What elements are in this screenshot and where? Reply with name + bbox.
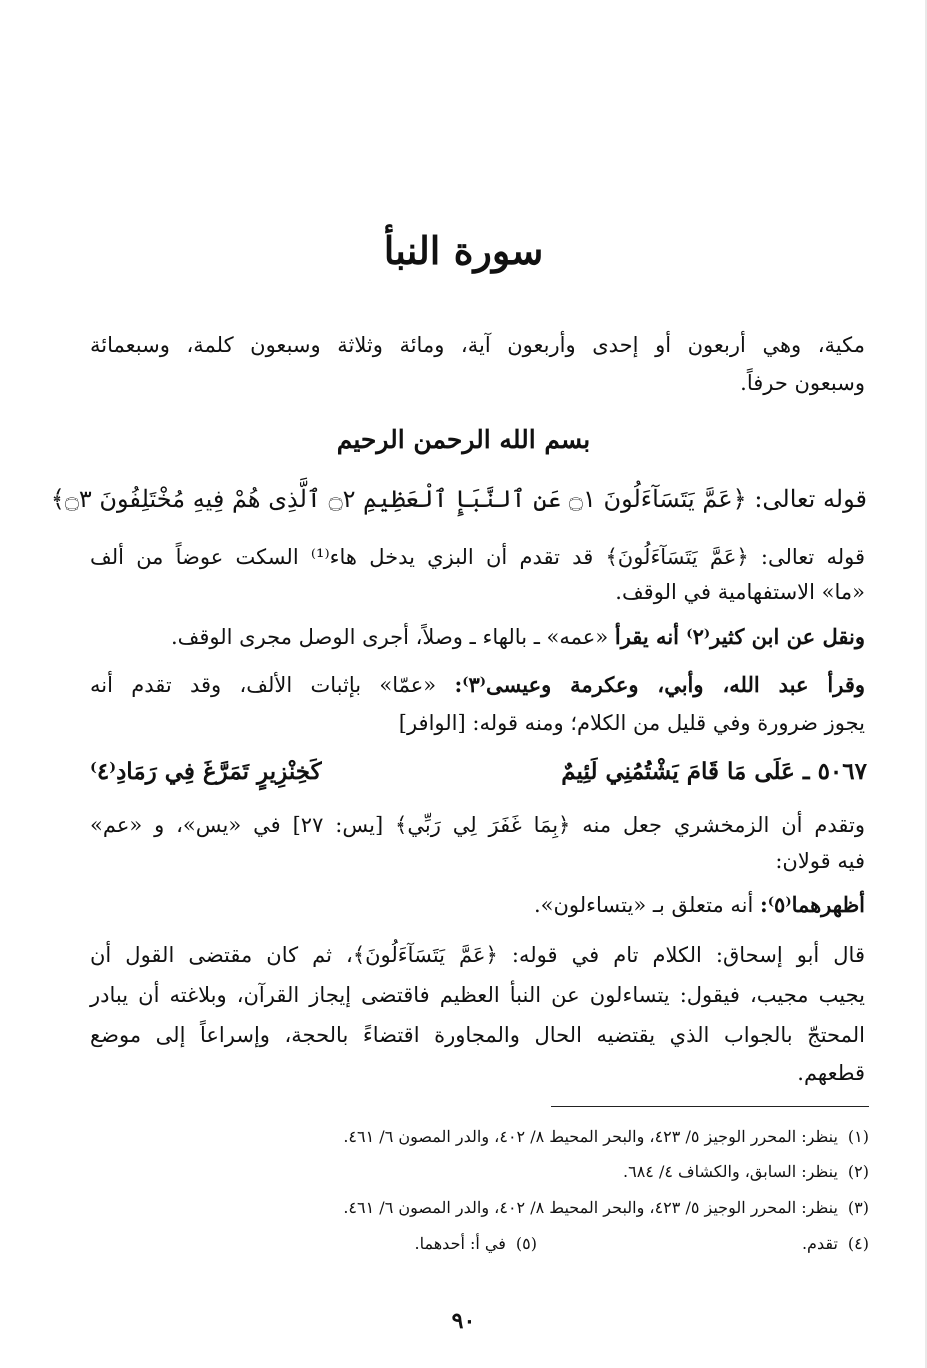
intro-line-2: وسبعون حرفاً. xyxy=(740,371,865,395)
footnote-text: تقدم. xyxy=(801,1234,838,1253)
footnote-4 xyxy=(802,1232,869,1256)
paragraph-2-bold: ونقل عن ابن كثير⁽٢⁾ أنه يقرأ xyxy=(614,624,865,649)
paragraph-6-line-4: قطعهم. xyxy=(797,1061,865,1085)
paragraph-3-line-2: يجوز ضرورة وفي قليل من الكلام؛ ومنه قوله: [الوافر] xyxy=(398,711,865,735)
paragraph-3-line-1 xyxy=(90,670,865,700)
poem-first-hemistich: ٥٠٦٧ ـ عَلَى مَا قَامَ يَشْتُمُنِي لَئِيمٌ xyxy=(561,758,867,785)
paragraph-3-rest: «عمّا» بإثبات الألف، وقد تقدم أنه xyxy=(90,673,437,697)
surah-title: سورة النبأ xyxy=(383,228,544,273)
paragraph-5-rest: أنه متعلق بـ «يتساءلون». xyxy=(533,893,754,917)
footnote-2 xyxy=(623,1160,869,1184)
footnote-number: (٢) xyxy=(847,1162,869,1181)
paragraph-4-line-2: فيه قولان: xyxy=(775,849,865,873)
footnote-5 xyxy=(415,1232,537,1256)
footnote-3 xyxy=(343,1196,869,1220)
paragraph-5 xyxy=(534,890,865,920)
paragraph-5-bold: أظهرهما⁽٥⁾: xyxy=(760,892,865,917)
paragraph-6-line-3: المحتجّ بالجواب الذي يقتضيه الحال والمجاورة اقتضاءً بالحجة، وإسراعاً إلى موضع xyxy=(90,1023,865,1047)
paragraph-1-line-1: قوله تعالى: ﴿عَمَّ يَتَسَآءَلُونَ﴾ قد تقدم أن البزي يدخل هاء⁽¹⁾ السكت عوضاً من ألف xyxy=(90,545,865,569)
footnote-number: (٣) xyxy=(847,1198,869,1217)
intro-line-1: مكية، وهي أربعون أو إحدى وأربعون آية، ومائة وثلاثة وسبعون كلمة، وسبعمائة xyxy=(90,333,865,357)
paragraph-1-line-2: «ما» الاستفهامية في الوقف. xyxy=(615,580,865,604)
footnote-number: (٤) xyxy=(847,1234,869,1253)
paragraph-3-bold: وقرأ عبد الله، وأبي، وعكرمة وعيسى⁽٣⁾: xyxy=(454,672,866,697)
footnote-text: في أ: أحدهما. xyxy=(414,1234,506,1253)
footnote-number: (٥) xyxy=(515,1234,537,1253)
poem-second-hemistich: كَخِنْزِيرٍ تَمَرَّغَ فِي رَمَادِ⁽٤⁾ xyxy=(90,758,322,785)
paragraph-6-line-1: قال أبو إسحاق: الكلام تام في قوله: ﴿عَمَّ يَتَسَآءَلُونَ﴾، ثم كان مقتضى القول أن xyxy=(90,943,865,967)
paragraph-2 xyxy=(171,622,865,652)
paragraph-2-rest: «عمه» ـ بالهاء ـ وصلاً، أجرى الوصل مجرى الوقف. xyxy=(170,625,609,649)
paragraph-6-line-2: يجيب مجيب، فيقول: يتساءلون عن النبأ العظيم فاقتضى إيجاز القرآن، وبلاغته أن يبادر xyxy=(90,983,865,1007)
footnote-text: ينظر: السابق، والكشاف ٤/ ٦٨٤. xyxy=(623,1162,838,1181)
page-number: ٩٠ xyxy=(451,1308,476,1334)
quran-verse: قوله تعالى: ﴿عَمَّ يَتَسَآءَلُونَ ۝١ عَنِ ٱلنَّبَإِ ٱلْعَظِيمِ ۝٢ ٱلَّذِى هُمْ فِيهِ مُخْتَلِفُونَ ۝٣﴾ xyxy=(50,485,867,513)
poem-verse xyxy=(90,758,867,785)
basmala: بسم الله الرحمن الرحيم xyxy=(336,425,591,454)
footnote-number: (١) xyxy=(847,1127,869,1146)
footnote-1 xyxy=(343,1125,869,1149)
footnote-text: ينظر: المحرر الوجيز ٥/ ٤٢٣، والبحر المحيط ٨/ ٤٠٢، والدر المصون ٦/ ٤٦١. xyxy=(343,1198,838,1217)
footnote-divider xyxy=(551,1106,869,1107)
paragraph-4-line-1: وتقدم أن الزمخشري جعل منه ﴿بِمَا غَفَرَ لِي رَبِّي﴾ [يس: ٢٧] في «يس»، و «عم» xyxy=(90,813,865,837)
footnote-text: ينظر: المحرر الوجيز ٥/ ٤٢٣، والبحر المحيط ٨/ ٤٠٢، والدر المصون ٦/ ٤٦١. xyxy=(343,1127,838,1146)
